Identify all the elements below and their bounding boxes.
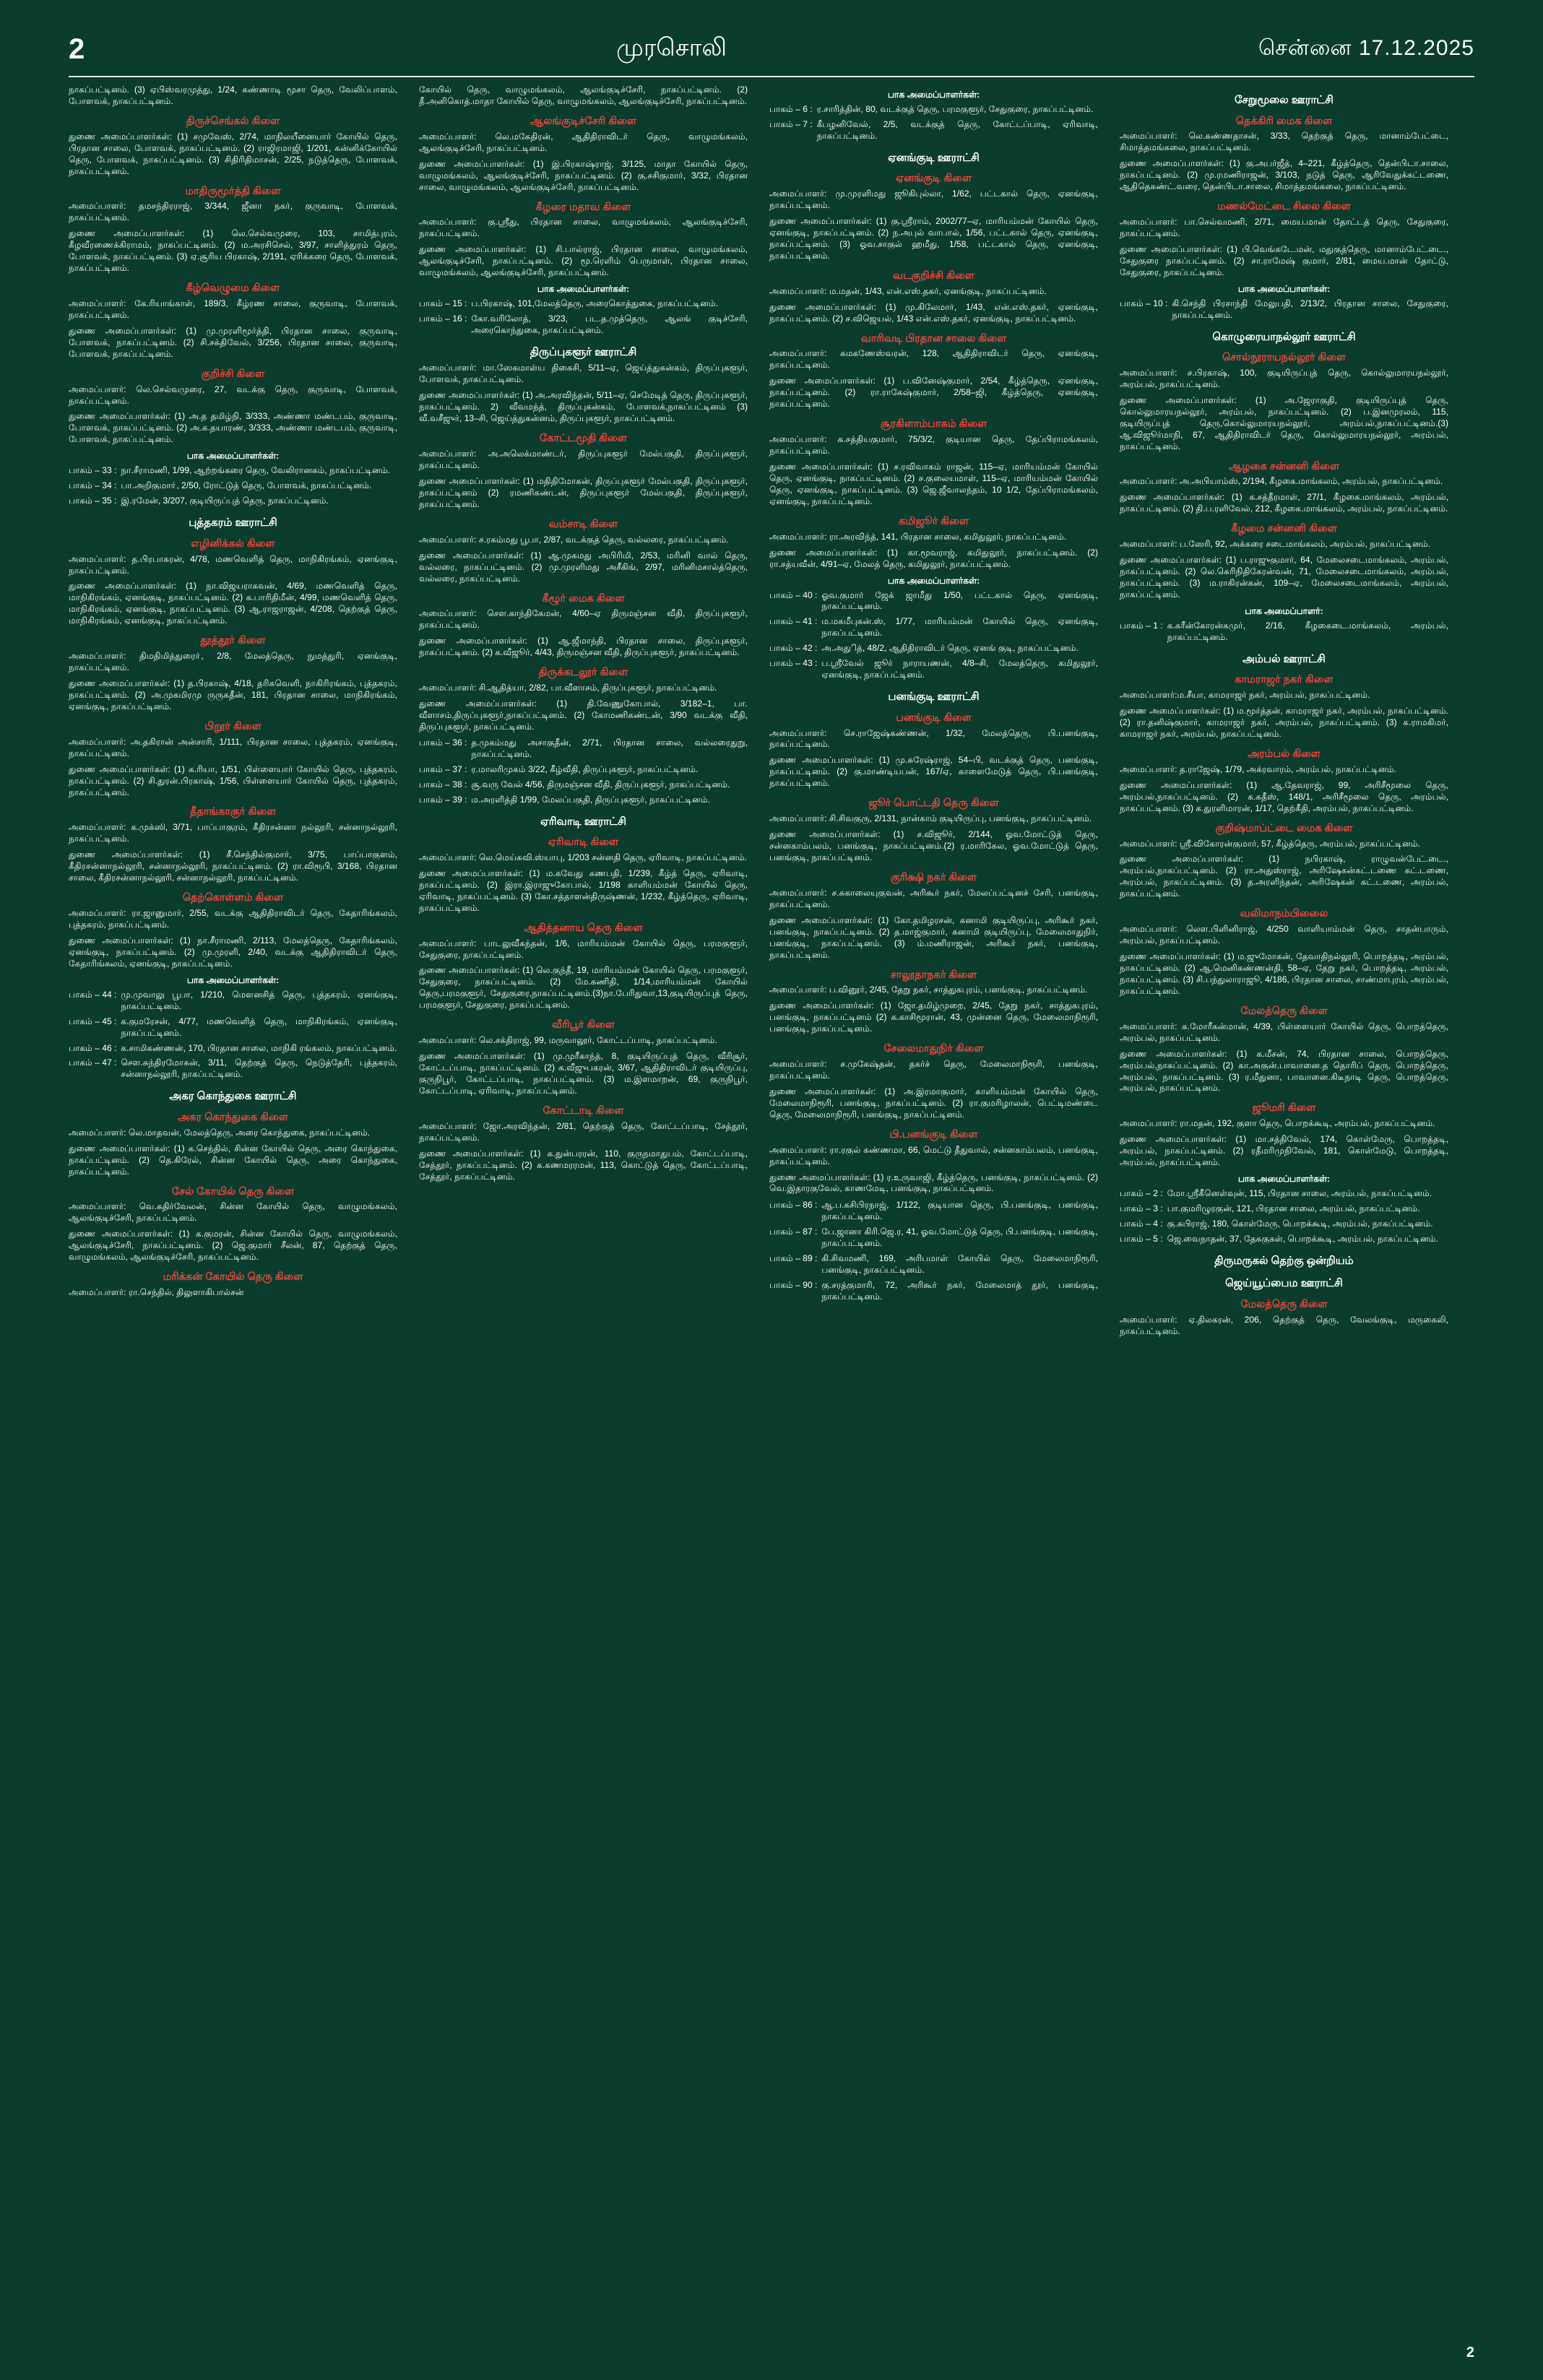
- branch-heading: தூத்தூர் கிளை: [200, 635, 266, 647]
- paragraph: அமைப்பாளர்: ச.ரகம்மது பூபா, 2/87, வடக்குத் தெரு, வல்லரை, நாகப்பட்டினம்.: [419, 534, 729, 545]
- section-heading: திருப்புகளூர் ஊராட்சி: [530, 345, 637, 358]
- ward-entry: [69, 480, 397, 492]
- section-heading: ஏரிவாடி ஊராட்சி: [540, 815, 626, 828]
- ward-number: பாகம் – 43 :: [769, 658, 818, 669]
- paragraph: அமைப்பாளர்: தமசந்திரராஜ், 3/344, ஜீனா நகர், குருவாடி, போளவக், நாகப்பட்டினம்.: [69, 201, 397, 223]
- paragraph: துணை அமைப்பாளர்கள்: (1) ஆ.ஜீமாந்தி, பிரதான சாலை, திருப்புகளூர், நாகப்பட்டினம். (2) க.வீஜூர், 4/43, திருமஞ்சன வீதி, திருப்புகளூர், நாகப்பட்டினம்.: [419, 636, 748, 658]
- ward-entry: [769, 658, 1098, 681]
- paragraph: துணை அமைப்பாளர்கள்: (1) அ.இரமாகுமார், காளியம்மன் கோயில் தெரு, மேலைமாநிரூரி, பனங்குடி, நாகப்பட்டினம். (2) ரா.குமரிழாலன், பெட்டிமண்டை தெரு, மேலைமாநிரூரி, பனங்குடி, நாகப்பட்டினம்.: [769, 1086, 1098, 1120]
- paragraph: அமைப்பாளர்: சுமகணேஸ்வரன், 128, ஆதிதிராவிடர் தெரு, ஏனங்குடி, நாகப்பட்டினம்.: [769, 348, 1098, 371]
- ward-number: பாகம் – 16 :: [419, 313, 467, 324]
- paragraph: அமைப்பாளர்: பாடலுவீகந்தன், 1/6, மாரியம்மன் கோயில் தெரு, பரமகுளூர், சேதுகுரை, நாகப்பட்டினம்.: [419, 938, 748, 960]
- ward-entry: [1120, 1188, 1448, 1200]
- masthead-divider: [69, 76, 1474, 77]
- paragraph: துணை அமைப்பாளர்கள்: (1) கோ.தமிழரசன், கனாமி குடியிருப்பு, அரிகூர் நகர், பனங்குடி, நாகப்பட்டினம். (2) த.மாஜ்குமார், கனாமி குடியிருப்பு, மேலைமாதுநிர், பனங்குடி, நாகப்பட்டினம். (3) ம்.மணிராஜன், அரிகூர் நகர், பனங்குடி, நாகப்பட்டினம்.: [769, 914, 1098, 960]
- ward-number: பாகம் – 44 :: [69, 989, 117, 1000]
- ward-entry: [419, 737, 748, 761]
- text-column: [1120, 85, 1448, 1342]
- paragraph: அமைப்பாளர்: ரா.ஜானுமார், 2/55, வடக்கு ஆதிதிராவிடர் தெரு, கேதாரிங்கலம், புத்தகரம், நாகப்பட்டினம்.: [69, 907, 397, 930]
- paragraph: துணை அமைப்பாளர்கள்: (1) க.செந்தில், சின்ன கோயில் தெரு, அரை கொந்துகை, நாகப்பட்டினம். (2) தெ.கிரேல், சின்ன கோயில் தெரு, அரை கொந்துகை, நாகப்பட்டினம்.: [69, 1143, 397, 1177]
- subsection-label: பாக அமைப்பாளர்கள்:: [887, 575, 980, 586]
- branch-heading: தெக்கிரி மைக கிளை: [1235, 115, 1333, 127]
- ward-number: பாகம் – 86 :: [769, 1200, 818, 1211]
- paragraph: துணை அமைப்பாளர்கள்: (1) மு.முரீகாந்த், 8, குடியிருப்புத் தெரு, வீரிசூர், கோட்டப்பாடி, நாகப்பட்டினம். (2) க.வீஜுபகரன், 3/67, ஆதிதிராவிடர் குடியிருப்பு, குருநிபூர், கோட்டப்பாடி, நாகப்பட்டினம். (3) ம.இளமாறன், 69, குருநிபூர், கோட்டப்பாடி, ஏரிவாடி, நாகப்பட்டினம்.: [419, 1051, 748, 1096]
- paragraph: துணை அமைப்பாளர்கள்: (1) க.துன்பரரன், 110, குருநமாதுபம், கோட்டப்பாடி, சேத்தூர், நாகப்பட்டினம். (2) க.கணமரரமன், 113, கொட்டுத் தெரு, கோட்டப்பாடி, சேத்தூர், நாகப்பட்டினம்.: [419, 1148, 748, 1182]
- paragraph: அமைப்பாளர்: சி.ஆதித்யா, 2/82, பா.வீளாசம், திருப்புகளூர், நாகப்பட்டினம்.: [419, 683, 717, 693]
- ward-detail: ர.மாலரிமுகம் 3/22, கீழ்வீதி, திருப்புகளூர், நாகப்பட்டினம்.: [471, 763, 699, 774]
- branch-heading: தெற்கொள்ளம் கிளை: [182, 892, 284, 904]
- section-heading: கொழுரையாநல்லூர் ஊராட்சி: [1212, 330, 1356, 343]
- paragraph: அமைப்பாளர்: ரா.மதன், 192, குளா தெரு, பொறக்கூடி, அரம்பல், நாகப்பட்டினம்.: [1120, 1118, 1435, 1129]
- ward-entry: [419, 779, 748, 791]
- paragraph: அமைப்பாளர்: கு.ஸ்ரீது, பிரதான சாலை, வாழுமங்கலம், ஆலங்குடிச்சேரி, நாகப்பட்டினம்.: [419, 217, 748, 239]
- branch-heading: ஆலங்குடிச்சேரி கிளை: [530, 115, 636, 127]
- ward-entry: [69, 1016, 397, 1039]
- ward-entry: [769, 104, 1098, 116]
- branch-heading: மாதிருமூர்த்தி கிளை: [185, 185, 281, 197]
- ward-detail: ம.அரளித்தி 1/99, மேலப்பகுதி, திருப்புகளூர், நாகப்பட்டினம்.: [471, 794, 710, 805]
- ward-entry: [769, 1280, 1098, 1303]
- branch-heading: மேலத்தெரு கிளை: [1240, 1298, 1328, 1310]
- paragraph: நாகப்பட்டினம். (3) ஏபிஸ்வரமுத்து, 1/24, கண்ணாடி மூசா தெரு, வேலிப்பாளம், போளவக், நாகப்பட்டினம்.: [69, 85, 397, 106]
- paragraph: துணை அமைப்பாளர்கள்: (1) ஆ.முகமது அபிரிமி, 2/53, மரினி வால் தெரு, வல்லரை, நாகப்பட்டினம். (2) மு.முரளிமது அசீகிங், 2/97, மரினிமசால்த்தெரு, வல்லரை, நாகப்பட்டினம்.: [419, 550, 748, 584]
- paragraph: அமைப்பாளர்: ஜோ.அரவிந்தன், 2/81, தெற்குத் தெரு, கோட்டப்பாடி, சேத்தூர், நாகப்பட்டினம்.: [419, 1120, 748, 1143]
- section-heading: புத்தகரம் ஊராட்சி: [189, 516, 277, 529]
- paragraph: அமைப்பாளர்: மு.முரளிமது ஜூகிபுல்லா, 1/62, பட்டகால் தெரு, ஏனங்குடி, நாகப்பட்டினம்.: [769, 189, 1098, 211]
- paragraph: துணை அமைப்பாளர்கள்: (1) மதிதிமோகன், திருப்புகளூர் மேல்பகுதி, திருப்புகளூர், நாகப்பட்டினம் (2) ரமணிகண்டன், திருப்புகளூர் மேல்பகுதி, திருப்புகளூர், நாகப்பட்டினம்.: [419, 476, 748, 509]
- ward-detail: பே.ஜானா கிரி.ஜெ.ர, 41, ஓவ.மோட்டுத் தெரு, பி.பனங்குடி, பனங்குடி, நாகப்பட்டினம்.: [821, 1226, 1098, 1249]
- paragraph: துணை அமைப்பாளர்கள்: (1) நா.விஜயராகவன், 4/69, மணவெளித் தெரு, மாநிகிரங்கம், ஏனங்குடி, நாகப்பட்டினம். (2) க.பாரிதிமீன், 4/99, மணவெளித் தெரு, மாநிகிரங்கம், ஏனங்குடி, நாகப்பட்டினம். (3) ஆ.ராஜராஜன், 4/208, தெற்குத் தெரு, மாநிகிரங்கம், ஏனங்குடி, நாகப்பட்டினம்.: [69, 581, 397, 626]
- paragraph: அமைப்பாளர்: ச.முகேஷ்தன், தகர்ச் தெரு, மேலைமாநிரூரி, பனங்குடி, நாகப்பட்டினம்.: [769, 1059, 1098, 1081]
- branch-heading: வம்சாடி கிளை: [548, 518, 618, 530]
- subsection-label: பாக அமைப்பாளர்கள்:: [537, 284, 630, 295]
- paragraph: அமைப்பாளர்: ப.வினூர், 2/45, தேறு நகர், சாத்துகபுரம், பனங்குடி, நாகப்பட்டினம்.: [769, 985, 1088, 995]
- ward-entry: [419, 298, 748, 310]
- text-column: [69, 85, 397, 1342]
- ward-detail: மோ.ஸ்ரீகீனெள்வுன், 115, பிரதான சாலை, அரம்பல், நாகப்பட்டினம்.: [1167, 1188, 1432, 1199]
- paragraph: கோயில் தெரு, வாழுமங்கலம், ஆலங்குடிச்சேரி, நாகப்பட்டினம். (2) தீ.அனிகொத்.மாதா கோயில் தெரு, வாழுமங்கலம், ஆலங்குடிச்சேரி, நாகப்பட்டினம்.: [419, 85, 748, 106]
- paragraph: அமைப்பாளர்: ரா.அரவிந்த், 141, பிரதான சாலை, கமிதுலூர், நாகப்பட்டினம்.: [769, 531, 1067, 542]
- ward-number: பாகம் – 42 :: [769, 643, 818, 654]
- paragraph: துணை அமைப்பாளர்கள்: (1) கா.மூவராஜ், கமிதுலூர், நாகப்பட்டினம். (2) ரா.சத்யவீன், 4/91–ஏ, மேலத் தெரு, கமிதுலூர், நாகப்பட்டினம்.: [769, 547, 1098, 569]
- paragraph: அமைப்பாளர்: க.மோரீகன்மான், 4/39, பிள்ளையார் கோயில் தெரு, பொறத்தெரு, அரம்பல், நாகப்பட்டினம்.: [1120, 1021, 1448, 1043]
- ward-detail: க.சாமிகண்ணன், 170, பிரதான சாலை, மாநிகி ரங்கலம், நாகப்பட்டினம்.: [121, 1042, 397, 1053]
- ward-detail: ப.ஸ்ரீவேல் ஜூர் நாராயணன், 4/8–சி, மேலத்தெரு, கமிதுலூர், ஏனங்குடி, நாகப்பட்டினம்.: [821, 658, 1098, 680]
- ward-detail: ம.மகமீபுகன்.ஸ், 1/77, மாரியம்மன் கோயில் தெரு, ஏனங்குடி, நாகப்பட்டினம்.: [821, 616, 1098, 639]
- ward-number: பாகம் – 39 :: [419, 794, 467, 805]
- paragraph: அமைப்பாளர்: லெ.சக்திராஜ், 99, மருவாலூர், கோட்டப்பாடி, நாகப்பட்டினம்.: [419, 1035, 717, 1046]
- paragraph: துணை அமைப்பாளர்கள்: (1) ப.ராஜுகுமார், 64, மேலைசடைமாங்கலம், அரம்பல், நாகப்பட்டினம். (2) லெ.கெரிநிதிகேரன்வன், 71, மேலைசடைமாங்கலம், அரம்பல், நாகப்பட்டினம். (3) ம.ராகிரன்கன், 109–ஏ, மேலைசடைமாங்கலம், அரம்பல், நாகப்பட்டினம்.: [1120, 555, 1448, 600]
- paragraph: அமைப்பாளர்: லௌ.பிளினிராஜ், 4/250 வாளியாம்மன் தெரு, சாதன்பாரும், அரம்பல், நாகப்பட்டினம்.: [1120, 924, 1448, 946]
- ward-entry: [769, 119, 1098, 142]
- branch-heading: குறிச்சி கிளை: [201, 368, 265, 380]
- paragraph: துணை அமைப்பாளர்கள்: (1) மா.சத்திவேல், 174, கொள்மேரு, பொறத்தடி, அரம்பல், நாகப்பட்டினம். (2) ரதீமரிமுநிவேல், 181, கொள்மேடு, பொறத்தடி, அரம்பல், நாகப்பட்டினம்.: [1120, 1134, 1448, 1168]
- paragraph: துணை அமைப்பாளர்கள்: (1) மு.முரளிமூர்த்தி, பிரதான சாலை, குருவாடி, போளவக், நாகப்பட்டினம். (2) சி.சக்திவேல், 3/256, பிரதான சாலை, குருவாடி, போளவக், நாகப்பட்டினம்.: [69, 325, 397, 359]
- ward-entry: [769, 1253, 1098, 1276]
- branch-heading: ஏரிவாடி கிளை: [548, 836, 619, 849]
- page-number-bottom: 2: [1466, 2345, 1474, 2360]
- branch-heading: பனங்குடி கிளை: [896, 711, 972, 724]
- paragraph: அமைப்பாளர்: லெ.கண்ணதாசன், 3/33, தெற்குத் தெரு, மானாம்பேட்டை, சிமாத்தமங்கலை, நாகப்பட்டினம்.: [1120, 131, 1448, 153]
- branch-heading: மேலத்தெரு கிளை: [1240, 1005, 1328, 1017]
- paragraph: அமைப்பாளர்: சௌ.காந்திகேமன், 4/60–ஏ திருமஞ்சன வீதி, திருப்புகளூர், நாகப்பட்டினம்.: [419, 608, 748, 631]
- paragraph: அமைப்பாளர்: லெ.மகேதிரன், ஆதிதிராவிடர் தெரு, வாழுமங்கலம், ஆலங்குடிச்சேரி, நாகப்பட்டினம்.: [419, 131, 748, 153]
- paragraph: துணை அமைப்பாளர்கள்: (1) மு.கிலேமார், 1/43, என்.எஸ்.தகர், ஏனங்குடி, நாகப்பட்டினம். (2) ச.விஜெயல், 1/43 என்.எஸ்.தகர், ஏனங்குடி, நாகப்பட்டினம்.: [769, 301, 1098, 324]
- ward-number: பாகம் – 40 :: [769, 589, 818, 600]
- paragraph: அமைப்பாளர்: கே.ரியாங்காள், 189/3, கீழ்ரண சாலை, குருவாடி, போளவக், நாகப்பட்டினம்.: [69, 298, 397, 320]
- paragraph: அமைப்பாளர்: ஏ.திலகரன், 206, தெற்குத் தெரு, வேலங்குடி, மருகைலி, நாகப்பட்டினம்.: [1120, 1314, 1448, 1336]
- ward-entry: [69, 1043, 397, 1055]
- branch-heading: திருக்கடலூர் கிளை: [538, 667, 628, 679]
- paragraph: துணை அமைப்பாளர்கள்: (1) ம.மூர்த்தன், காமராஜர் நகர், அரம்பல், நாகப்பட்டினம். (2) ரா.தனிஷ்குமார், காமராஜர் நகர், அரம்பல், நாகப்பட்டினம். (3) க.ராமகிமர், காமராஜர் நகர், அரம்பல், நாகப்பட்டினம்.: [1120, 706, 1448, 740]
- branch-heading: பி.பனங்குடி கிளை: [889, 1128, 978, 1141]
- paragraph: துணை அமைப்பாளர்கள்: (1) சி.பால்ராஜ், பிரதான சாலை, வாழுமங்கலம், ஆலங்குடிச்சேரி, நாகப்பட்டினம். (2) மூ.ரெளிம் பெருமாள், பிரதான சாலை, வாழுமங்கலம், ஆலங்குடிச்சேரி, நாகப்பட்டினம்.: [419, 244, 748, 278]
- paragraph: அமைப்பாளர்: சி.சிவகுரு, 2/131, நான்காம் குடியிருப்பு, பனங்குடி, நாகப்பட்டினம்.: [769, 813, 1092, 824]
- section-heading: அம்பல் ஊராட்சி: [1242, 652, 1326, 665]
- ward-entry: [1120, 1219, 1448, 1230]
- ward-detail: நா.சீராமணி, 1/99, ஆற்றங்கரை தெரு, வேலிரானகம், நாகப்பட்டினம்.: [121, 465, 391, 476]
- ward-number: பாகம் – 45 :: [69, 1016, 117, 1026]
- paragraph: துணை அமைப்பாளர்கள்: (1) கு.அபர்ஜீத், 4–221, கீழ்த்தெரு, தென்பிடா.சாலை, நாகப்பட்டினம். (2) மு.ரமணிராஜன், 3/103, நடுத் தெரு, ஆரிவேதுக்கட்டணை, ஆதிதெகண்ட்.வரை, தென்பிடா.சாலை, சிமாத்தமங்கலை, நாகப்பட்டினம்.: [1120, 158, 1448, 192]
- ward-detail: கீபழனிவேல், 2/5, வடக்குத் தெரு, கோட்டப்பாடி, ஏரிவாடி, நாகப்பட்டினம்.: [816, 118, 1098, 141]
- branch-heading: ஜூர் பொட்டதி தெரு கிளை: [868, 797, 999, 810]
- section-heading: ஏனங்குடி ஊராட்சி: [888, 151, 980, 164]
- ward-entry: [69, 1057, 397, 1081]
- section-heading: திருமருகல் தெற்கு ஒன்றியம்: [1214, 1254, 1354, 1267]
- branch-heading: சேலைமாதுநிர் கிளை: [883, 1043, 984, 1055]
- ward-number: பாகம் – 87 :: [769, 1226, 818, 1237]
- ward-detail: கோ.வரிலோத், 3/23, பட.த.முத்தெரு, ஆலங் குடிச்சேரி, அரைகொந்துகை, நாகப்பட்டினம்.: [471, 313, 748, 336]
- ward-detail: பா.அறிகுமாா், 2/50, ரோட்டுத் தெரு, போளவக், நாகப்பட்டினம்.: [121, 480, 372, 491]
- ward-number: பாகம் – 10 :: [1120, 298, 1168, 308]
- branch-heading: காமராஜர் நகர் கிளை: [1235, 674, 1334, 686]
- paragraph: அமைப்பாளர்: த.ராஜேஷ், 1/79, அக்ரவாரம், அரம்பல், நாகப்பட்டினம்.: [1120, 763, 1396, 774]
- ward-detail: ஜெ.வைநாதன், 37, தேசுகுகள், பொறக்கூடி, அரம்பல், நாகப்பட்டினம்.: [1167, 1233, 1438, 1244]
- ward-number: பாகம் – 38 :: [419, 779, 467, 789]
- paragraph: துணை அமைப்பாளர்கள்: (1) லெ.செல்வமுரை, 103, சாமித்புரம், கீழவீரணைக்கிராமம், நாகப்பட்டினம். (2) ம.அரசிசெல், 3/97, சாளித்துரம் தெரு, போளவக், நாகப்பட்டினம். (3) ஏ.சூரிய பிரகாஷ், 2/191, ஏரிக்கரை தெரு, போளவக், நாகப்பட்டினம்.: [69, 228, 397, 274]
- ward-detail: கி.சிவமணி, 169, அரிபமாள் கோயில் தெரு, மேலைமாநிரூரி, பனங்குடி, நாகப்பட்டினம்.: [821, 1253, 1098, 1276]
- branch-heading: கீழூர் மைக கிளை: [542, 592, 625, 605]
- section-heading: சேறுமூலை ஊராட்சி: [1234, 94, 1334, 106]
- ward-detail: த.முகம்மது அசாகுதீன், 2/71, பிரதான சாலை, வல்லரைதுறு, நாகப்பட்டினம்.: [471, 737, 748, 759]
- paragraph: அமைப்பாளர்: திமதிமித்துரைா், 2/8, மேலத்தெரு, நுமத்துரி, ஏனங்குடி, நாகப்பட்டினம்.: [69, 651, 397, 673]
- ward-entry: [1120, 620, 1448, 644]
- paragraph: அமைப்பாளர்: பா.செல்வமணி, 2/71, மைய.மான் தோட்டத் தெரு, சேதுகுரை, நாகப்பட்டினம்.: [1120, 216, 1448, 238]
- paragraph: அமைப்பாளர்: வெ.கதிர்வேலன், சின்ன கோயில் தெரு, வாழுமங்கலம், ஆலங்குடிச்சேரி, நாகப்பட்டினம்.: [69, 1201, 397, 1224]
- paragraph: அமைப்பாளர்:ம.சீயா, காமராஜர் நகர், அரம்பல், நாகப்பட்டினம்.: [1120, 690, 1370, 701]
- branch-heading: எழினிக்கல் கிளை: [191, 537, 275, 550]
- branch-heading: கமிஜூர் கிளை: [899, 515, 969, 527]
- branch-heading: ஏனங்குடி கிளை: [895, 173, 972, 185]
- subsection-label: பாக அமைப்பாளர்கள்:: [186, 451, 280, 462]
- branch-heading: ஆழகை சன்னனி கிளை: [1228, 460, 1340, 472]
- branch-heading: அரம்பல் கிளை: [1248, 748, 1321, 761]
- ward-entry: [419, 795, 748, 806]
- ward-entry: [769, 590, 1098, 613]
- ward-detail: ப.பிரகாஷ், 101,மேலத்தெரு, அரைகொத்துகை, நாகப்பட்டினம்.: [471, 298, 719, 309]
- paragraph: துணை அமைப்பாளர்கள்: (1) சீ.செந்தில்குமார், 3/75, பாப்பாகுளம், கீதிரசன்னாநல்லூரி, சன்னாநல்லூரி, நாகப்பட்டினம். (2) ரா.விரூபி, 3/168, பிரதான சாலை, கீதிரசன்னாநல்லூரி, சன்னாநல்லூரி, நாகப்பட்டினம்.: [69, 849, 397, 883]
- paragraph: அமைப்பாளர்: லெ.செல்வமுரை, 27, வடக்கு தெரு, குருவாடி, போளவக், நாகப்பட்டினம்.: [69, 384, 397, 406]
- ward-entry: [1120, 1203, 1448, 1215]
- ward-entry: [419, 764, 748, 776]
- paragraph: அமைப்பாளர்: ம.மதன், 1/43, என்.எஸ்.தகர், ஏனங்குடி, நாகப்பட்டினம்.: [769, 285, 1047, 296]
- branch-heading: அகர கொந்துகை கிளை: [178, 1111, 288, 1123]
- branch-heading: சூரகிளாம்பாகம் கிளை: [880, 418, 987, 430]
- paragraph: அமைப்பாளர்: மா.ஸேகமாள்ய திகைசி, 5/11–ஏ, ஜெய்த்துகன்கம், திருப்புகளூர், போளவக், நாகப்பட்டினம்.: [419, 363, 748, 385]
- ward-number: பாகம் – 5 :: [1120, 1233, 1163, 1244]
- text-column: [419, 85, 748, 1342]
- subsection-label: பாக அமைப்பாளர்:: [1245, 605, 1323, 616]
- ward-detail: கி.செந்தி பிரசாந்தி மேலுபதி, 2/13/2, பிரதான சாலை, சேதுகுரை, நாகப்பட்டினம்.: [1172, 298, 1448, 320]
- text-column: [769, 85, 1098, 1342]
- section-heading: அகர கொந்துகை ஊராட்சி: [169, 1090, 297, 1103]
- branch-heading: சேல் கோயில் தெரு கிளை: [171, 1185, 295, 1198]
- ward-number: பாகம் – 6 :: [769, 104, 813, 114]
- branch-heading: திருச்செங்கல் கிளை: [186, 115, 280, 127]
- paragraph: அமைப்பாளர்: ரா.ரகுல் கண்ணமா, 66, மெட்டு தீதுவால், சன்னகாம்பலம், பனங்குடி, நாகப்பட்டினம்.: [769, 1144, 1098, 1167]
- paragraph: துணை அமைப்பாளர்கள்: (1) அ.ஜேராகுதி, குடியிருப்புத் தெரு, கொல்லுமாரயநல்லூர், அரம்பல், நாகப்பட்டினம். (2) ப.இனமுரலம், 115, குடியிருப்புத் தெரு,கொல்லுமாரயநல்லூர், அரம்பல்,நாகப்பட்டினம்.(3) ஆ.விஜூர்மாநி, 67, ஆதிதிராவிடர் தெரு, கொல்லுமாரயநல்லூர், அரம்பல், நாகப்பட்டினம்.: [1120, 394, 1448, 451]
- ward-entry: [419, 313, 748, 337]
- branch-heading: கோட்டாடி கிளை: [543, 1104, 624, 1117]
- branch-heading: வலிமாநம்பிலைை: [1240, 908, 1328, 920]
- branch-heading: தீதாங்காகுர் கிளை: [189, 806, 277, 818]
- ward-detail: மு.முவாலு பூபா, 1/210, மௌனசித் தெரு, புத்தகரம், ஏனங்குடி, நாகப்பட்டினம்.: [121, 989, 397, 1011]
- ward-entry: [1120, 298, 1448, 321]
- paragraph: துணை அமைப்பாளர்கள்: (1) அ.த தமிழ்நி, 3/333, அண்ணா மண்டபம், குருவாடி, போளவக், நாகப்பட்டினம். (2) அ.க.தயாரண், 3/333, அண்ணா மண்டபம், குருவாடி, போளவக், நாகப்பட்டினம்.: [69, 411, 397, 445]
- subsection-label: பாக அமைப்பாளர்கள்:: [186, 974, 280, 985]
- ward-entry: [69, 465, 397, 477]
- ward-entry: [769, 616, 1098, 639]
- ward-detail: சூ.வரு வேல் 4/56, திருமஞ்சன வீதி, திருப்புகளூர், நாகப்பட்டினம்.: [471, 779, 730, 789]
- ward-number: பாகம் – 2 :: [1120, 1188, 1163, 1199]
- ward-entry: [69, 990, 397, 1013]
- ward-detail: ஆ.ப.கசிபிரநாஜ், 1/122, குடியான தெரு, பி.பனங்குடி, பனங்குடி, நாகப்பட்டினம்.: [821, 1200, 1098, 1222]
- ward-number: பாகம் – 35 :: [69, 496, 117, 506]
- branch-heading: வாரிவடி பிரதான சாலை கிளை: [860, 332, 1007, 345]
- paragraph: அமைப்பாளர்: ஸ்ரீ.விகோரன்குமார், 57, கீழ்த்தெரு, அரம்பல், நாகப்பட்டினம்.: [1120, 838, 1420, 849]
- branch-heading: பிறூர் கிளை: [204, 720, 262, 732]
- paragraph: துணை அமைப்பாளர்கள்: (1) பி.வெங்கடே.மன், மதுகுத்தெரு, மானாம்பேட்.டை., சேதுகுரை நாகப்பட்டினம். (2) சா.ராமேஷ் குமார், 2/81, மைய.மான் தோட்டு, சேதுகுரை, நாகப்பட்டினம்.: [1120, 243, 1448, 277]
- paragraph: துணை அமைப்பாளர்கள்: (1) அ.அரவிந்தன், 5/11–ஏ, செமேடித் தெரு, திருப்புகளூர், நாகப்பட்டினம். 2) வீவமந்த், திருப்புகன்கம், போளவக்,நாகப்பட்டினம் (3) வீ.வசீஜுர், 13–சி, ஜெய்த்துகன்னம், திருப்புகளூர், நாகப்பட்டினம்.: [419, 390, 748, 424]
- ward-number: பாகம் – 4 :: [1120, 1218, 1163, 1229]
- paragraph: அமைப்பாளர்: அ.அபியாம்ஸ், 2/194, கீழகை.மாங்கலம், அரம்பல், நாகப்பட்டினம்.: [1120, 476, 1443, 487]
- branch-heading: வடகுறிச்சி கிளை: [893, 269, 974, 282]
- ward-number: பாகம் – 47 :: [69, 1057, 117, 1068]
- paragraph: துணை அமைப்பாளர்கள்: (1) ம.ஜுமோகன், தேவாதிநல்லூரி, பொறத்தடி, அரம்பல், நாகப்பட்டினம். (2) ஆ.மெனிகண்ணன்தி, 58–ஏ, தேறு நகர், பொறத்தடி, அரம்பல், நாகப்பட்டினம். (3) சி.பந்துலாராஜூ, 4/186, பிரதான சாலை, சாண்மாபுரம், அரம்பல், நாகப்பட்டினம்.: [1120, 951, 1448, 996]
- ward-number: பாகம் – 41 :: [769, 616, 818, 627]
- branch-heading: ஆதித்தனாய தெரு கிளை: [524, 922, 643, 934]
- newspaper-title: முரசொலி: [616, 34, 727, 61]
- column-container: [0, 85, 1543, 1342]
- page-number-top: 2: [69, 33, 85, 65]
- ward-number: பாகம் – 1 :: [1120, 620, 1163, 631]
- paragraph: துணை அமைப்பாளர்கள்: (1) க.சத்தீரமாள், 27/1, கீழகை.மாங்கலம், அரம்பல், நாகப்பட்டினம். (2) தி.ப.ரளிவேல், 212, கீழகை.மாங்கலம், அரம்பல், நாகப்பட்டினம்.: [1120, 492, 1448, 514]
- ward-number: பாகம் – 37 :: [419, 763, 467, 774]
- section-heading: பனங்குடி ஊராட்சி: [888, 691, 980, 704]
- paragraph: அமைப்பாளர்: அ.தகிரான் அன்சாரி, 1/111, பிரதான சாலை, புத்தகரம், ஏனங்குடி, நாகப்பட்டினம்.: [69, 736, 397, 758]
- ward-detail: க.கரீன்கோரன்கமுர், 2/16, கீழகைடை.மாங்கலம், அரம்பல், நாகப்பட்டினம்.: [1167, 620, 1448, 642]
- paragraph: துணை அமைப்பாளர்கள்: (1) லெ.குந்தீ, 19, மாரியம்மன் கோயில் தெரு, பரமகுளூர், சேதுகுரை, நாகப்பட்டினம். (2) மே.கணிதி, 1/14,மாரியம்மன் கோயில் தெரு,பரமகுளூர், சேதுகுரை,நாகப்பட்டினம்.(3)நா.பேரிதுவா,13,குடியிருப்புத் தெரு, பரமகுளூர், சேதுகுரை, நாகப்பட்டினம்.: [419, 965, 748, 1011]
- ward-entry: [769, 1200, 1098, 1223]
- paragraph: அமைப்பாளர்: ச.பிரகாஷ், 100, குடியிருப்புத் தெரு, கொல்லுமாரயநல்லூர், அரம்பல், நாகப்பட்டினம்.: [1120, 367, 1448, 389]
- branch-heading: மரிக்கன் கோயில் தெரு கிளை: [163, 1271, 303, 1284]
- paragraph: துணை அமைப்பாளர்கள்: (1) க.குமரன், சின்ன கோயில் தெரு, வாழுமங்கலம், ஆலங்குடிச்சேரி, நாகப்பட்டினம். (2) ஜெ.குமார் சீலன், 87, தெற்குத் தெரு, வாழுமங்கலம், ஆலங்குடிச்சேரி, நாகப்பட்டினம்.: [69, 1229, 397, 1263]
- paragraph: துணை அமைப்பாளர்கள்: (1) நபிரகாஷ், ராழுவன்பேட்.டை., அரம்பல்,நாகப்பட்டினம். (2) ரா.அதுஸ்ராஜ், அரிஷேகன்கட்.டணை கட்.டணை, அரம்பல், நாகப்பட்டினம். (3) த.அரளிந்தன், அரிஷேகன் கட்.டணை, அரம்பல், நாகப்பட்டினம்.: [1120, 854, 1448, 899]
- paragraph: துணை அமைப்பாளர்கள்: (1) மு.சுரேஷ்ராஜ், 54–பி, வடக்குத் தெரு, பனங்குடி, நாகப்பட்டினம். (2) கு.மாண்டியபன், 167/ஏ, காளைமேடுத் தெரு, பி.பனங்குடி, நாகப்பட்டினம்.: [769, 755, 1098, 789]
- branch-heading: சொல்நூராயநல்லூர் கிளை: [1222, 352, 1347, 364]
- paragraph: துணை அமைப்பாளர்கள்: (1) சமுவேஸ், 2/74, மாநிலயீனையார் கோயில் தெரு, பிரதான சாலை, போளவக், நாகப்பட்டினம். (2) ராஜிரமாஜி, 1/201, கன்னிக்கோயில் தெரு, போளவக், நாகப்பட்டினம். (3) சிதிரிதிமாசன், 2/25, நடுத்தெரு, போளவக், நாகப்பட்டினம்.: [69, 131, 397, 176]
- paragraph: அமைப்பாளர்: க.சத்தியகுமார், 75/3/2, குடியான தெரு, தேப்பிராமங்கலம், நாகப்பட்டினம்.: [769, 434, 1098, 456]
- branch-heading: கீழரை மதாவ கிளை: [535, 201, 631, 213]
- subsection-label: பாக அமைப்பாளர்கள்:: [887, 90, 980, 100]
- section-heading: ஜெய்யூப்பைம ஊராட்சி: [1225, 1277, 1343, 1290]
- paragraph: துணை அமைப்பாளர்கள்: (1) க.ரியா, 1/51, பிள்ளையார் கோயில் தெரு, புத்தகரம், நாகப்பட்டினம். (2) சி.துரன்.பிரகாஷ், 1/56, பிள்ளையார் கோயில் தெரு, புத்தகரம், நாகப்பட்டினம்.: [69, 763, 397, 797]
- ward-number: பாகம் – 7 :: [769, 118, 813, 129]
- paragraph: துணை அமைப்பாளர்கள்: (1) ச.விஜூர், 2/144, ஓவ.மோட்டுத் தெரு, சன்னகாம்பலம், பனங்குடி, நாகப்பட்டினம்.(2) ர.மாரிகேல, ஓவ.மோட்டுத் தெரு, பனங்குடி, நாகப்பட்டினம்.: [769, 829, 1098, 862]
- ward-detail: க.குமரேசன், 4/77, மணவெளித் தெரு, மாநிகிரங்கம், ஏனங்குடி, நாகப்பட்டினம்.: [121, 1016, 397, 1038]
- paragraph: அமைப்பாளர்: அ.அலெக்மாண்டர், திருப்புகளூர் மேல்பகுதி, திருப்புகளூர், நாகப்பட்டினம்.: [419, 449, 748, 471]
- paragraph: அமைப்பாளர்: த.பிரபாகரன், 4/78, மணவெளித் தெரு, மாநிகிரங்கம், ஏனங்குடி, நாகப்பட்டினம்.: [69, 553, 397, 576]
- paragraph: துணை அமைப்பாளர்கள்: (1) ச.ரவிவாகம் ராஜன், 115–ஏ, மாரியம்மன் கோயில் தெரு, ஏனங்குடி, நாகப்பட்டினம். (2) ச.குலையமாள், 115–ஏ, மாரியம்மன் கோயில் தெரு, ஏனங்குடி, நாகப்பட்டினம். (3) ஜெ.ஜீவாலந்தம், 10 1/2, தேப்பிராமங்கலம், ஏனங்குடி, நாகப்பட்டினம்.: [769, 461, 1098, 506]
- branch-heading: குரிக்ஷி நகர் கிளை: [891, 871, 977, 883]
- ward-entry: [769, 643, 1098, 654]
- branch-heading: ஜூமரி கிளை: [1252, 1102, 1316, 1115]
- ward-detail: சௌ.சுந்திரமோகன், 3/11, தெற்குத் தெரு, நெடுத்தேரி, புத்தகரம், சன்னாநல்லூரி, நாகப்பட்டினம்.: [121, 1057, 397, 1080]
- paragraph: அமைப்பாளர்: ச.சுகாலையுகுவன், அரிகூர் நகர், மேலப்பட்டினச் சேரி, பனங்குடி, நாகப்பட்டினம்.: [769, 887, 1098, 909]
- ward-number: பாகம் – 15 :: [419, 298, 467, 309]
- ward-number: பாகம் – 36 :: [419, 737, 467, 748]
- paragraph: அமைப்பாளர்: செ.ராஜேஷ்கண்ணன், 1/32, மேலத்தெரு, பி.பனங்குடி, நாகப்பட்டினம்.: [769, 727, 1098, 750]
- paragraph: அமைப்பாளர்: க.முக்ஸி, 3/71, பாப்பாகுரம், கீதிரசன்னா நல்லூரி, சன்னாநல்லூரி, நாகப்பட்டினம்.: [69, 822, 397, 844]
- ward-number: பாகம் – 3 :: [1120, 1203, 1163, 1214]
- ward-detail: ர.சாரித்தின், 80, வடக்குத் தெரு, பரமகுளூர், சேதுகுரை, நாகப்பட்டினம்.: [816, 104, 1094, 114]
- ward-detail: பா.குமரிழுரகுன், 121, பிரதான சாலை, அரம்பல், நாகப்பட்டினம்.: [1167, 1203, 1420, 1214]
- masthead: [0, 0, 1543, 72]
- branch-heading: கோட்டமூதி கிளை: [540, 433, 627, 445]
- ward-number: பாகம் – 33 :: [69, 465, 117, 476]
- paragraph: துணை அமைப்பாளர்கள்: (1) ர.உருவாஜி, கீழ்த்தெரு, பனங்குடி, நாகப்பட்டினம். (2) வெ.இதாரகுவேல், காணமேடி, பனங்குடி, நாகப்பட்டினம்.: [769, 1172, 1098, 1194]
- ward-number: பாகம் – 89 :: [769, 1253, 818, 1264]
- ward-entry: [69, 496, 397, 507]
- ward-detail: கு.கபிராஜ், 180, கொள்மேரு, பொறக்கூடி, அரம்பல், நாகப்பட்டினம்.: [1167, 1218, 1433, 1229]
- paragraph: துணை அமைப்பாளர்கள்: (1) ஆ.தேவராஜ், 99, அரிசீமூலை தெரு, அரம்பல்,நாகப்பட்டினம். (2) க.கதீஸ், 148/1, அரிசீமூலை தெரு, அரம்பல், நாகப்பட்டினம். (3) க.துரளிமாரன், 1/17, தெற்கீதி, அரம்பல், நாகப்பட்டினம்.: [1120, 779, 1448, 813]
- ward-entry: [769, 1226, 1098, 1250]
- ward-detail: இ.ரமேன், 3/207, குடியிருப்புத் தெரு, நாகப்பட்டினம்.: [121, 496, 329, 506]
- paragraph: துணை அமைப்பாளர்கள்: (1) ம.கவேது கணபதி, 1/239, கீழ்த் தெரு, ஏரிவாடி, நாகப்பட்டினம். (2) இரா.இராஜுகோபால், 1/198 காளியம்மன் கோயில் தெரு, ஏரிவாடி, நாகப்பட்டினம். (3) கோ.சத்தாளன்திருஷ்ணன், 1/232, கீழ்த்தெரு, ஏரிவாடி, நாகப்பட்டினம்.: [419, 867, 748, 913]
- ward-detail: அ.அதுித், 48/2, ஆதிதிராவிடர் தெரு, ஏனங் குடி, நாகப்பட்டினம்.: [821, 643, 1079, 654]
- edition-place-date: சென்னை 17.12.2025: [1258, 35, 1474, 60]
- ward-detail: கு.சரத்குமாரி, 72, அரிகூர் நகர், மேலைமாத் தூர், பனங்குடி, நாகப்பட்டினம்.: [821, 1280, 1098, 1302]
- paragraph: துணை அமைப்பாளர்கள்: (1) த.பிரகாஷ், 4/18, தரிகவெளி, நாகிரிரங்கம், புத்தகரம், நாகப்பட்டினம். (2) அ.முகமிரமு ருருகதீன், 181, பிரதான சாலை, மாநிகிரங்கம், ஏனங்குடி, நாகப்பட்டினம்.: [69, 678, 397, 711]
- paragraph: துணை அமைப்பாளர்கள்: (1) இ.பிரகாஷ்ராஜ், 3/125, மாதா கோயில் தெரு, வாழுமங்கலம், ஆலங்குடிச்சேரி, நாகப்பட்டினம். (2) கு.சசிகுமார், 3/32, பிரதான சாலை, வாழுமங்கலம், ஆலங்குடிச்சேரி, நாகப்பட்டினம்.: [419, 158, 748, 192]
- paragraph: துணை அமைப்பாளர்கள்: (1) ஜோ.தமிழ்முறை, 2/45, தேறு நகர், சாத்துகபுரம், பனங்குடி, நாகப்பட்டினம் (2) க.காசிமூரான், 43, முன்னை தெரு, மேலைமாநிரூரி, பனங்குடி, நாகப்பட்டினம்.: [769, 1000, 1098, 1034]
- branch-heading: கீழமை சன்னனி கிளை: [1231, 523, 1337, 535]
- paragraph: துணை அமைப்பாளர்கள்: (1) கு.ஸ்ரீராம், 2002/77–ஏ, மாரியம்மன் கோயில் தெரு, ஏனங்குடி, நாகப்பட்டினம். (2) ந.அபுல் வாபால், 1/56, பட்டகால் தெரு, ஏனங்குடி, நாகப்பட்டினம். (3) ஓவ.சாகுல் ஹமீது, 1/58, பட்டகால் தெரு, ஏனங்குடி, நாகப்பட்டினம்.: [769, 216, 1098, 261]
- subsection-label: பாக அமைப்பாளர்கள்:: [1237, 283, 1331, 294]
- paragraph: அமைப்பாளர்: லெ.மாதவன், மேலத்தெரு, அரை கொந்துகை, நாகப்பட்டினம்.: [69, 1127, 371, 1138]
- subsection-label: பாக அமைப்பாளர்கள்:: [1237, 1174, 1331, 1185]
- branch-heading: மணல்மேட்டை சிலை கிளை: [1217, 201, 1351, 213]
- paragraph: துணை அமைப்பாளர்கள்: (1) நா.சீராமணி, 2/113, மேலத்தெரு, கேதாரிங்கலம், ஏனங்குடி, நாகப்பட்டினம். (2) மு.முரளி, 2/40, வடக்கு ஆதிதிராவிடர் தெரு, கேதாரிங்கலம், ஏனங்குடி, நாகப்பட்டினம்.: [69, 935, 397, 969]
- ward-detail: ஓவ.குமார் ஜேக் ஜாமீது 1/50, பட்டகால் தெரு, ஏனங்குடி, நாகப்பட்டினம்.: [821, 589, 1098, 612]
- paragraph: துணை அமைப்பாளர்கள்: (1) ப.வினேஷ்குமார், 2/54, கீழ்த்தெரு, ஏனங்குடி, நாகப்பட்டினம். (2) ரா.ராகேஷ்குமார், 2/58–ஜி, கீழ்த்தெரு, ஏனங்குடி, நாகப்பட்டினம்.: [769, 376, 1098, 410]
- ward-entry: [1120, 1234, 1448, 1245]
- branch-heading: குறிஷ்மாப்ட்டை மைக கிளை: [1215, 822, 1353, 834]
- paragraph: துணை அமைப்பாளர்கள்: (1) க.மீசன், 74, பிரதான சாலை, பொறத்தெரு, அரம்பல்,நாகப்பட்டினம். (2) கா.அகுன்.பாவானை.த தொரிப் தெரு, பொறத்தெரு, அரம்பல், நாகப்பட்டினம். (3) ர.மீதுனா, பாவானை.கிடீநாடி தெரு, பொறத்தெரு, அரம்பல், நாகப்பட்டினம்.: [1120, 1048, 1448, 1094]
- paragraph: அமைப்பாளர்: ரா.செந்தில், திலுளாகிபால்சன்: [69, 1286, 244, 1297]
- paragraph: அமைப்பாளர்: ப.ஸேரி, 92, அக்கரை சடைமாங்கலம், அரம்பல், நாகப்பட்டினம்.: [1120, 539, 1431, 550]
- paragraph: துணை அமைப்பாளர்கள்: (1) தி.வேணுகோபால், 3/182–1, பா. வீளாசம்,திருப்புகளூர்,நாகப்பட்டினம். (2) கோமணிகண்டன், 3/90 வடக்கு வீதி, திருப்புகளூர், நாகப்பட்டினம்.: [419, 698, 748, 732]
- branch-heading: சாலூதாநகர் கிளை: [890, 969, 977, 981]
- branch-heading: கீழ்வெழுமை கிளை: [186, 282, 280, 295]
- ward-number: பாகம் – 90 :: [769, 1280, 818, 1291]
- branch-heading: வீரிபூர் கிளை: [552, 1019, 615, 1031]
- ward-number: பாகம் – 46 :: [69, 1042, 117, 1053]
- paragraph: அமைப்பாளர்: லெ.மெய்கவி.ஸ்யாபு, 1/203 சன்னதி தெரு, ஏரிவாடி, நாகப்பட்டினம்.: [419, 852, 747, 862]
- ward-number: பாகம் – 34 :: [69, 480, 117, 491]
